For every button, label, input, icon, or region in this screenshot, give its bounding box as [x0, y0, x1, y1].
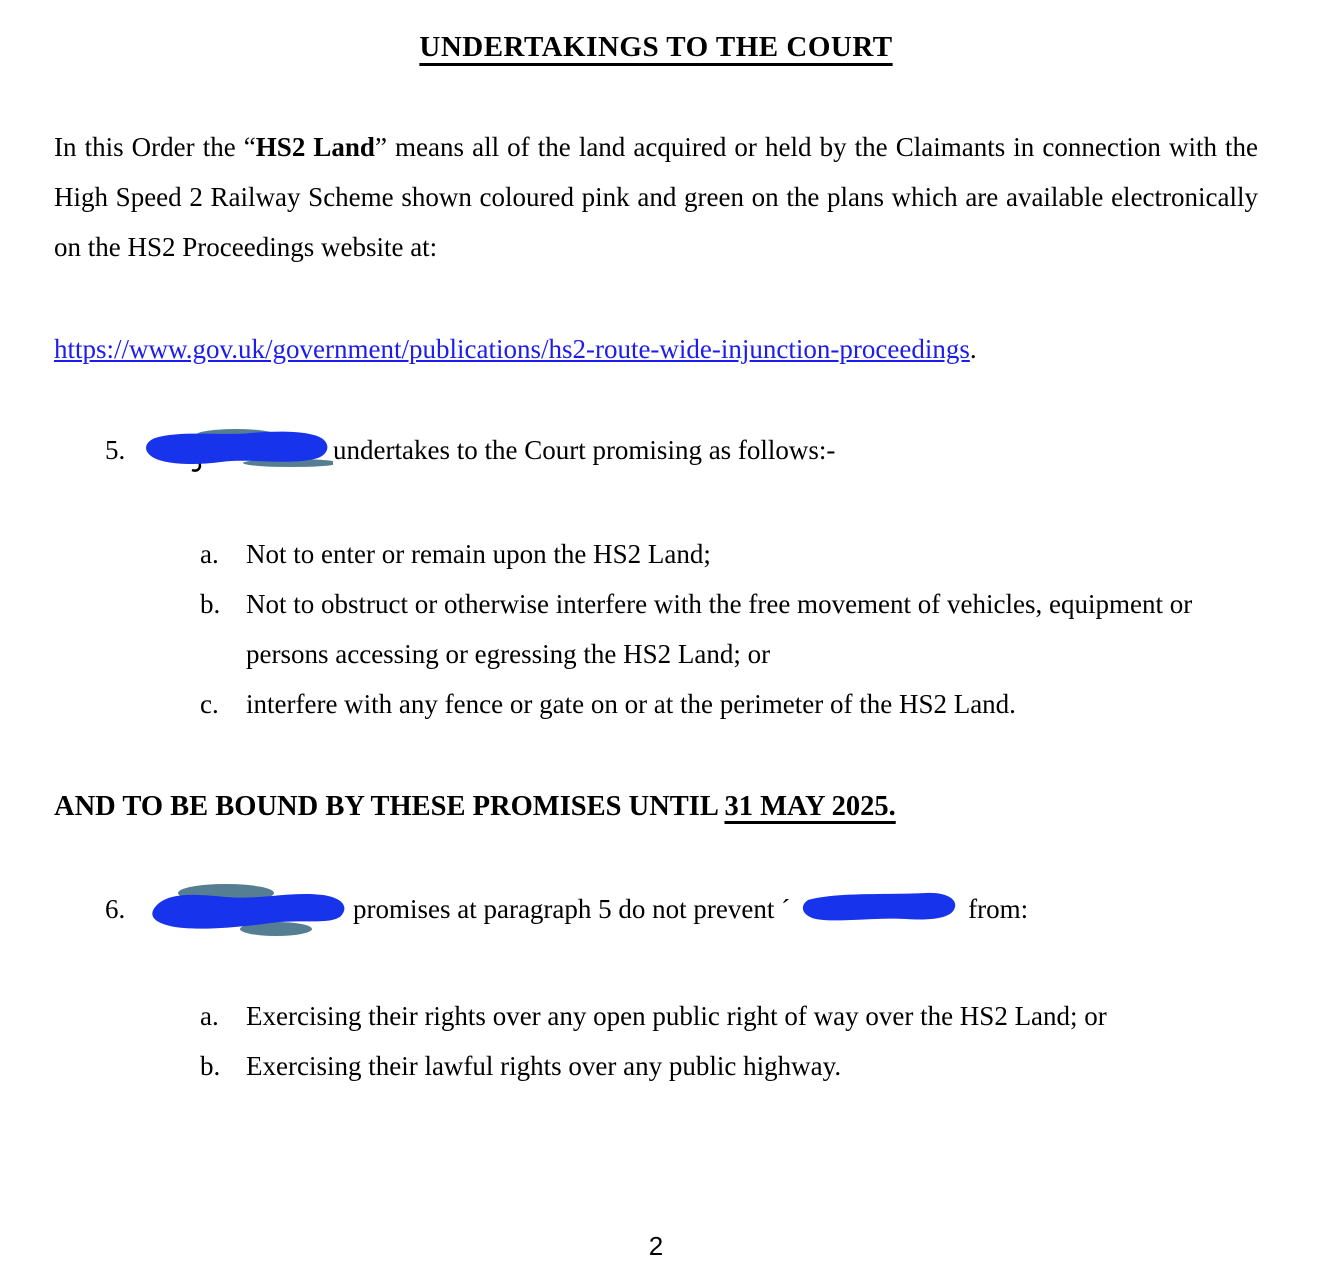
paragraph-6-number: 6. — [105, 894, 126, 924]
list-item-marker: a. — [200, 1000, 219, 1031]
page-title — [54, 22, 1258, 72]
list-item-text: Not to enter or remain upon the HS2 Land; — [246, 538, 711, 569]
intro-paragraph — [54, 122, 1258, 272]
paragraph-6-text-after: from: — [968, 894, 1029, 924]
page-title-text: UNDERTAKINGS TO THE COURT — [419, 31, 893, 63]
list-item-text: interfere with any fence or gate on or at the perimeter of the HS2 Land. — [246, 688, 1016, 719]
paragraph-5-sublist — [54, 529, 1258, 729]
list-item-marker: a. — [200, 538, 219, 569]
paragraph-6-text-between: promises at paragraph 5 do not prevent ´ — [353, 894, 791, 924]
paragraph-6 — [105, 883, 1258, 941]
bound-until-date: 31 MAY 2025. — [724, 790, 896, 822]
list-item-text: Exercising their lawful rights over any public highway. — [246, 1050, 842, 1081]
paragraph-5 — [105, 425, 1258, 477]
list-item — [200, 679, 1258, 729]
list-item-marker: b. — [200, 588, 221, 619]
paragraph-5-number: 5. — [105, 435, 126, 465]
list-item — [200, 1041, 1258, 1091]
link-line — [54, 324, 1258, 374]
bound-statement-text: AND TO BE BOUND BY THESE PROMISES UNTIL — [54, 790, 725, 822]
list-item-marker: b. — [200, 1050, 221, 1081]
list-item — [200, 529, 1258, 579]
paragraph-5-text: undertakes to the Court promising as follows:- — [333, 435, 836, 465]
list-item — [200, 991, 1258, 1041]
list-item — [200, 579, 1258, 679]
intro-text-post: ” means all of the land acquired or held by the Claimants in connection with the High Speed 2 Railway Scheme shown coloured pink and green on the plans which are available electronically on the HS2 Proceedings website at: — [54, 132, 1259, 262]
intro-text-pre: In this Order the “ — [54, 132, 256, 162]
redaction-scribble-2 — [141, 881, 353, 939]
list-item-text: Exercising their rights over any open public right of way over the HS2 Land; or — [246, 1000, 1107, 1031]
defined-term-hs2-land: HS2 Land — [255, 132, 375, 162]
redaction-scribble-1 — [141, 425, 333, 473]
link-trailing-period: . — [969, 334, 977, 364]
hs2-proceedings-link[interactable]: https://www.gov.uk/government/publications/hs2-route-wide-injunction-proceedings — [54, 334, 970, 364]
paragraph-6-sublist — [54, 991, 1258, 1091]
page-number: 2 — [648, 1230, 664, 1261]
list-item-marker: c. — [200, 688, 219, 719]
list-item-text: Not to obstruct or otherwise interfere with the free movement of vehicles, equipment or persons accessing or egressing the HS2 Land; or — [246, 588, 1193, 669]
redaction-scribble-3 — [796, 886, 960, 928]
bound-statement — [54, 782, 1258, 832]
